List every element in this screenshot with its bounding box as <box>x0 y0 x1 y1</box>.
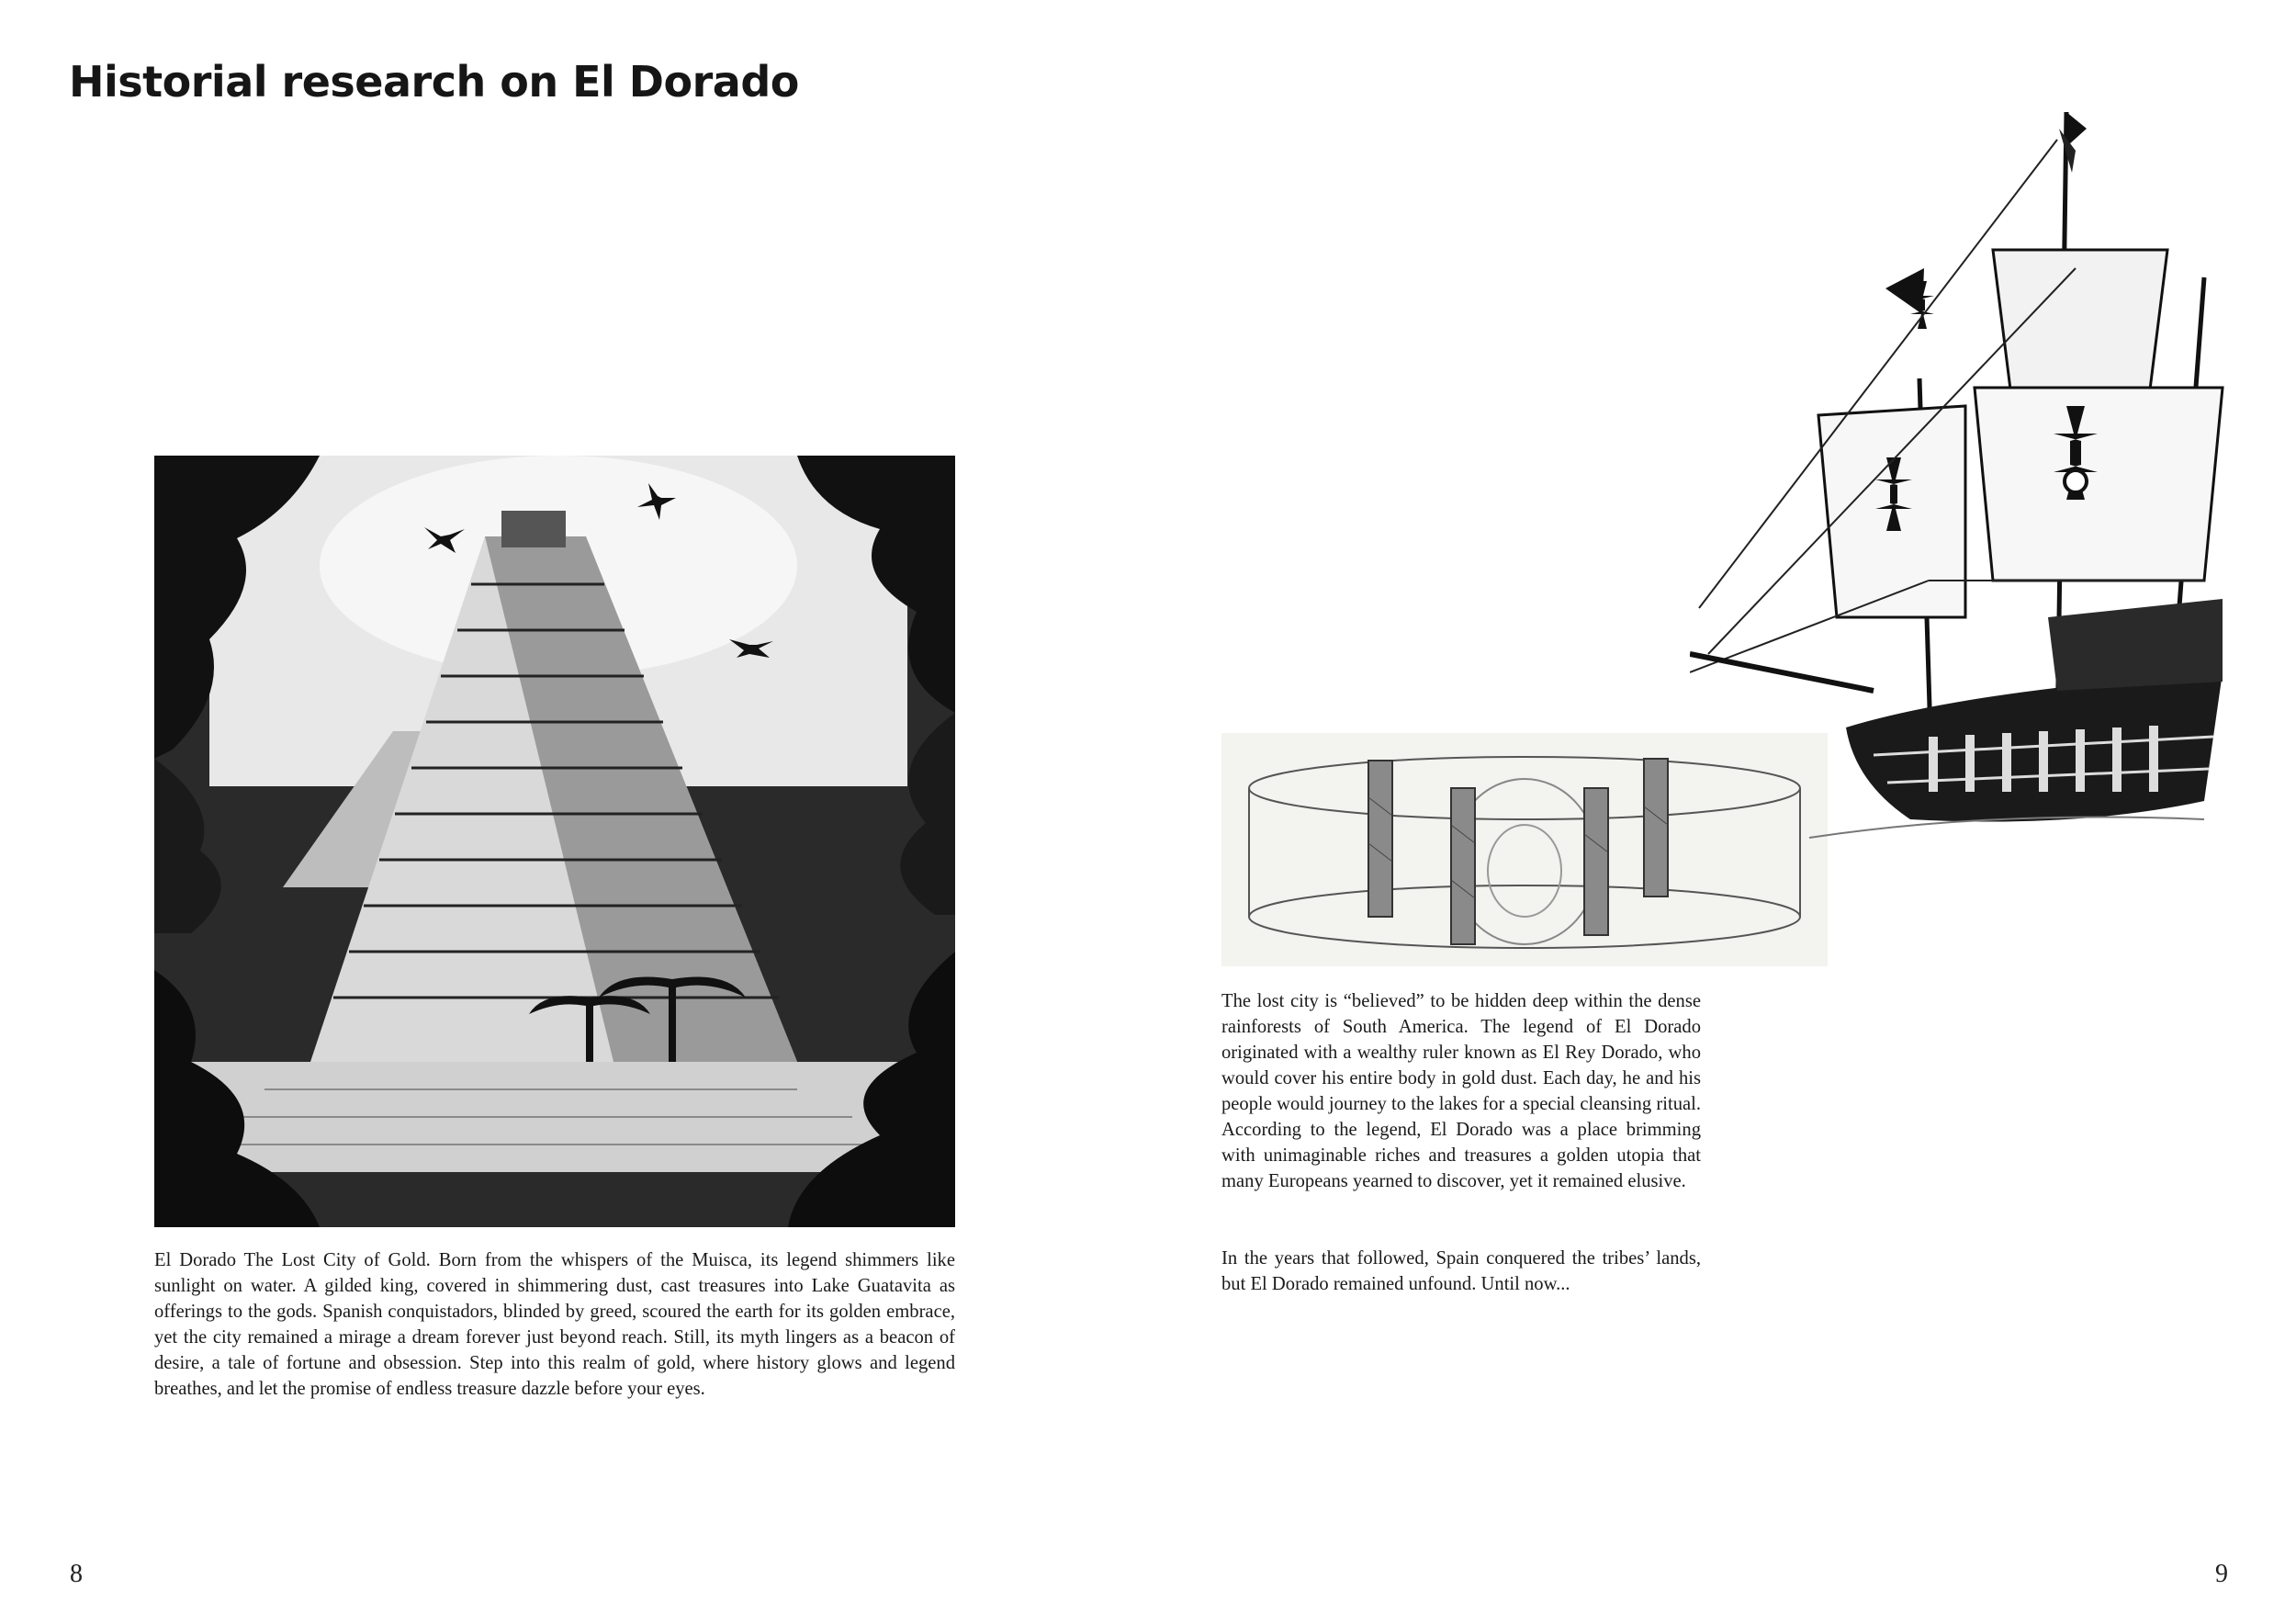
page-number-left: 8 <box>70 1560 83 1588</box>
ship-illustration <box>1690 103 2241 847</box>
page-title: Historial research on El Dorado <box>69 57 799 107</box>
page-number-right: 9 <box>2215 1560 2228 1588</box>
temple-illustration <box>154 456 955 1227</box>
history-paragraph: The lost city is “believed” to be hidden deep within the dense rainforests of South America. The legend of El Dorado originated with a wealthy ruler known as El Rey Dorado, who would cover his entire body in gold dust. Each day, he and his people would journey to the lakes for a special cleansing ritual. According to the legend, El Dorado was a place brimming with unimaginable riches and treasures a golden utopia that many Europeans yearned to discover, yet it remained elusive. <box>1221 991 1701 1191</box>
conquest-paragraph: In the years that followed, Spain conquered the tribes’ lands, but El Dorado remained unfound. Until now... <box>1221 1248 1701 1294</box>
temple-caption: El Dorado The Lost City of Gold. Born from the whispers of the Muisca, its legend shimmers like sunlight on water. A gilded king, covered in shimmering dust, cast treasures into Lake Guatavita as offerings to the gods. Spanish conquistadors, blinded by greed, scoured the earth for its golden embrace, yet the city remained a mirage a dream forever just beyond reach. Still, its myth lingers as a beacon of desire, a tale of fortune and obsession. Step into this realm of gold, where history glows and legend breathes, and let the promise of endless treasure dazzle before your eyes. <box>154 1250 955 1399</box>
